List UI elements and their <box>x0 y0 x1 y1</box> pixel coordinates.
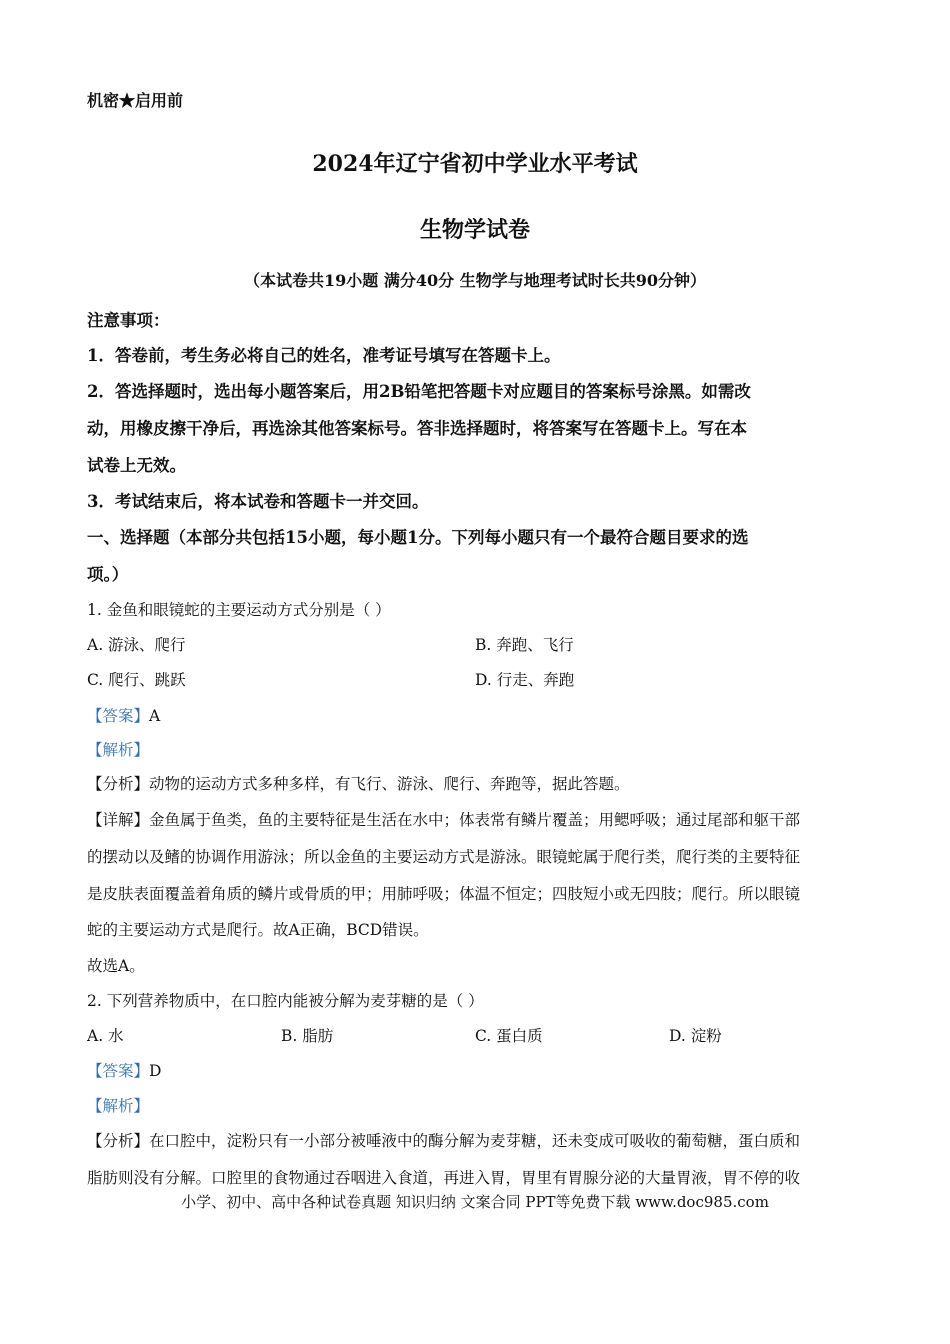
q1-fenxi-text: 动物的运动方式多种多样，有飞行、游泳、爬行、奔跑等，据此答题。 <box>149 775 630 793</box>
paper-title: 生物学试卷 <box>419 217 530 243</box>
q2-analysis-tag: 【解析】 <box>87 1097 150 1115</box>
q2-fenxi-tag: 【分析】 <box>87 1132 150 1150</box>
q2-option-c: C. 蛋白质 <box>475 1027 543 1045</box>
q2-option-b: B. 脂肪 <box>281 1027 334 1045</box>
note-2-line-2: 动，用橡皮擦干净后，再选涂其他答案标号。答非选择题时，将答案写在答题卡上。写在本 <box>87 419 747 438</box>
q1-answer: A <box>149 707 161 725</box>
q2-answer: D <box>149 1062 162 1080</box>
q1-stem: 1. 金鱼和眼镜蛇的主要运动方式分别是（ ） <box>87 601 391 619</box>
note-3: 3．考试结束后，将本试卷和答题卡一并交回。 <box>87 492 429 511</box>
q1-option-a: A. 游泳、爬行 <box>87 636 186 654</box>
q1-detail-line-4: 蛇的主要运动方式是爬行。故A正确，BCD错误。 <box>87 921 429 939</box>
q1-option-c: C. 爬行、跳跃 <box>87 671 186 689</box>
q1-fenxi-line <box>87 772 630 794</box>
section-1-heading: 一、选择题（本部分共包括15小题，每小题1分。下列每小题只有一个最符合题目要求的选 <box>87 528 749 547</box>
q2-answer-tag: 【答案】 <box>87 1062 150 1080</box>
note-2-line-1: 2．答选择题时，选出每小题答案后，用2B铅笔把答题卡对应题目的答案标号涂黑。如需改 <box>87 382 751 401</box>
q1-answer-line <box>87 704 160 726</box>
confidential-label: 机密★启用前 <box>87 91 184 110</box>
q1-final: 故选A。 <box>87 957 145 975</box>
exam-title: 2024年辽宁省初中学业水平考试 <box>312 151 638 177</box>
q2-fenxi-text-1: 在口腔中，淀粉只有一小部分被唾液中的酶分解为麦芽糖，还未变成可吸收的葡萄糖，蛋白质和 <box>149 1132 801 1150</box>
q1-detail-tag: 【详解】 <box>87 811 150 829</box>
exam-subtitle: （本试卷共19小题 满分40分 生物学与地理考试时长共90分钟） <box>244 271 706 290</box>
q1-analysis-tag: 【解析】 <box>87 741 150 759</box>
section-1-heading-cont: 项。） <box>87 565 129 584</box>
q2-stem: 2. 下列营养物质中，在口腔内能被分解为麦芽糖的是（ ） <box>87 992 484 1010</box>
q1-answer-tag: 【答案】 <box>87 707 150 725</box>
q2-answer-line <box>87 1059 161 1081</box>
page-footer: 小学、初中、高中各种试卷真题 知识归纳 文案合同 PPT等免费下载 www.doc985.com <box>181 1193 769 1211</box>
q1-detail-line-2: 的摆动以及鳍的协调作用游泳；所以金鱼的主要运动方式是游泳。眼镜蛇属于爬行类，爬行类的主要特征 <box>87 848 801 866</box>
notes-heading: 注意事项： <box>87 311 170 330</box>
q2-fenxi-line-1 <box>87 1129 800 1151</box>
q1-option-b: B. 奔跑、飞行 <box>475 636 574 654</box>
q1-option-d: D. 行走、奔跑 <box>475 671 575 689</box>
q2-option-d: D. 淀粉 <box>669 1027 722 1045</box>
q1-detail-line-1 <box>87 808 800 830</box>
note-2-line-3: 试卷上无效。 <box>87 456 186 475</box>
q1-detail-line-3: 是皮肤表面覆盖着角质的鳞片或骨质的甲；用肺呼吸；体温不恒定；四肢短小或无四肢；爬行。所以眼镜 <box>87 885 801 903</box>
q2-fenxi-line-2: 脂肪则没有分解。口腔里的食物通过吞咽进入食道，再进入胃，胃里有胃腺分泌的大量胃液，胃不停的收 <box>87 1169 801 1187</box>
q1-fenxi-tag: 【分析】 <box>87 775 150 793</box>
note-1: 1．答卷前，考生务必将自己的姓名，准考证号填写在答题卡上。 <box>87 346 561 365</box>
q1-detail-text-1: 金鱼属于鱼类，鱼的主要特征是生活在水中；体表常有鳞片覆盖；用鳃呼吸；通过尾部和躯干部 <box>149 811 801 829</box>
q2-option-a: A. 水 <box>87 1027 124 1045</box>
